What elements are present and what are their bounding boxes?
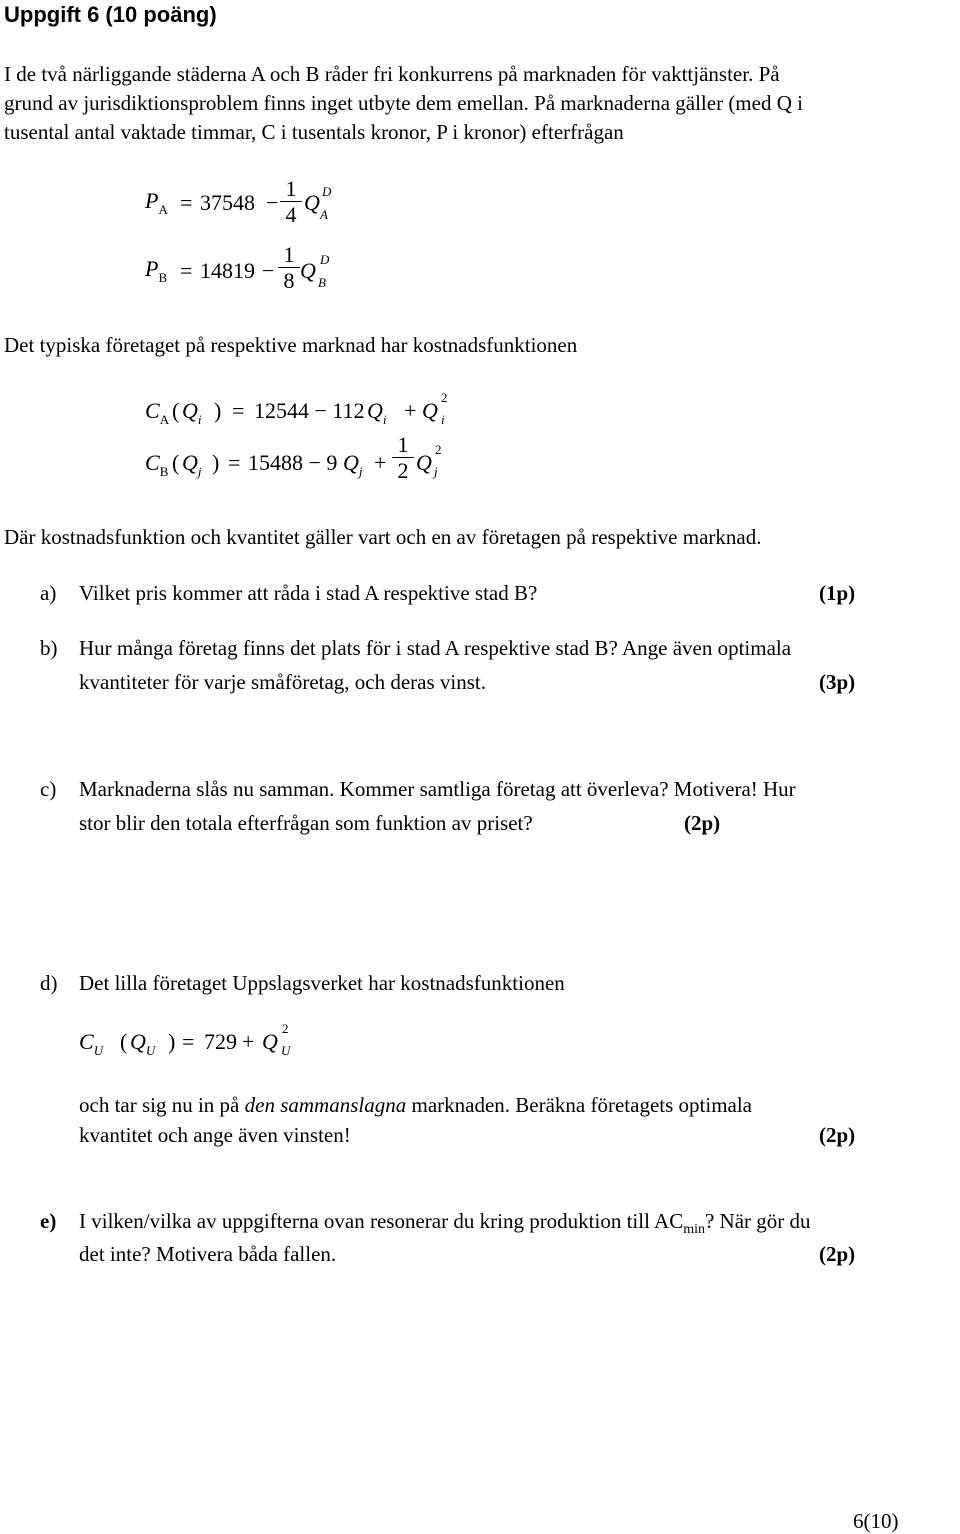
question-d-label: d) [40,971,58,995]
question-c-text-1: Marknaderna slås nu samman. Kommer samtliga företag att överleva? Motivera! Hur [79,777,796,801]
question-d-text-1: Det lilla företaget Uppslagsverket har kostnadsfunktionen [79,971,565,995]
intro-line-3: tusental antal vaktade timmar, C i tusentals kronor, P i kronor) efterfrågan [4,120,624,144]
page-number: 6(10) [853,1509,899,1533]
question-d-points: (2p) [819,1123,856,1147]
question-d-text-3: kvantitet och ange även vinsten! [79,1123,351,1147]
question-a-label: a) [40,581,57,605]
question-d-text-2: och tar sig nu in på den sammanslagna marknaden. Beräkna företagets optimala [79,1093,753,1117]
intro-line-1: I de två närliggande städerna A och B råder fri konkurrens på marknaden för vakttjänster. På [4,62,780,86]
question-a-text: Vilket pris kommer att råda i stad A respektive stad B? [79,581,538,605]
question-b-label: b) [40,636,58,660]
question-c-points: (2p) [684,811,721,835]
page-title: Uppgift 6 (10 poäng) [4,2,217,27]
question-c-text-2: stor blir den totala efterfrågan som funktion av priset? [79,811,533,835]
question-b-points: (3p) [819,670,856,694]
question-e-text-1: I vilken/vilka av uppgifterna ovan resonerar du kring produktion till $AC_{min}$? När gör du [79,1209,811,1237]
cost-intro: Det typiska företaget på respektive marknad har kostnadsfunktionen [4,333,578,357]
question-e-label: e) [40,1209,57,1233]
question-b-text-2: kvantiteter för varje småföretag, och deras vinst. [79,670,487,694]
question-a-points: (1p) [819,581,856,605]
question-e-text-2: det inte? Motivera båda fallen. [79,1242,337,1266]
cost-note: Där kostnadsfunktion och kvantitet gäller vart och en av företagen på respektive marknad. [4,525,762,549]
intro-line-2: grund av jurisdiktionsproblem finns inget utbyte dem emellan. På marknaderna gäller (med Q i [4,91,803,115]
question-c-label: c) [40,777,57,801]
question-b-text-1: Hur många företag finns det plats för i stad A respektive stad B? Ange även optimala [79,636,792,660]
question-e-points: (2p) [819,1242,856,1266]
